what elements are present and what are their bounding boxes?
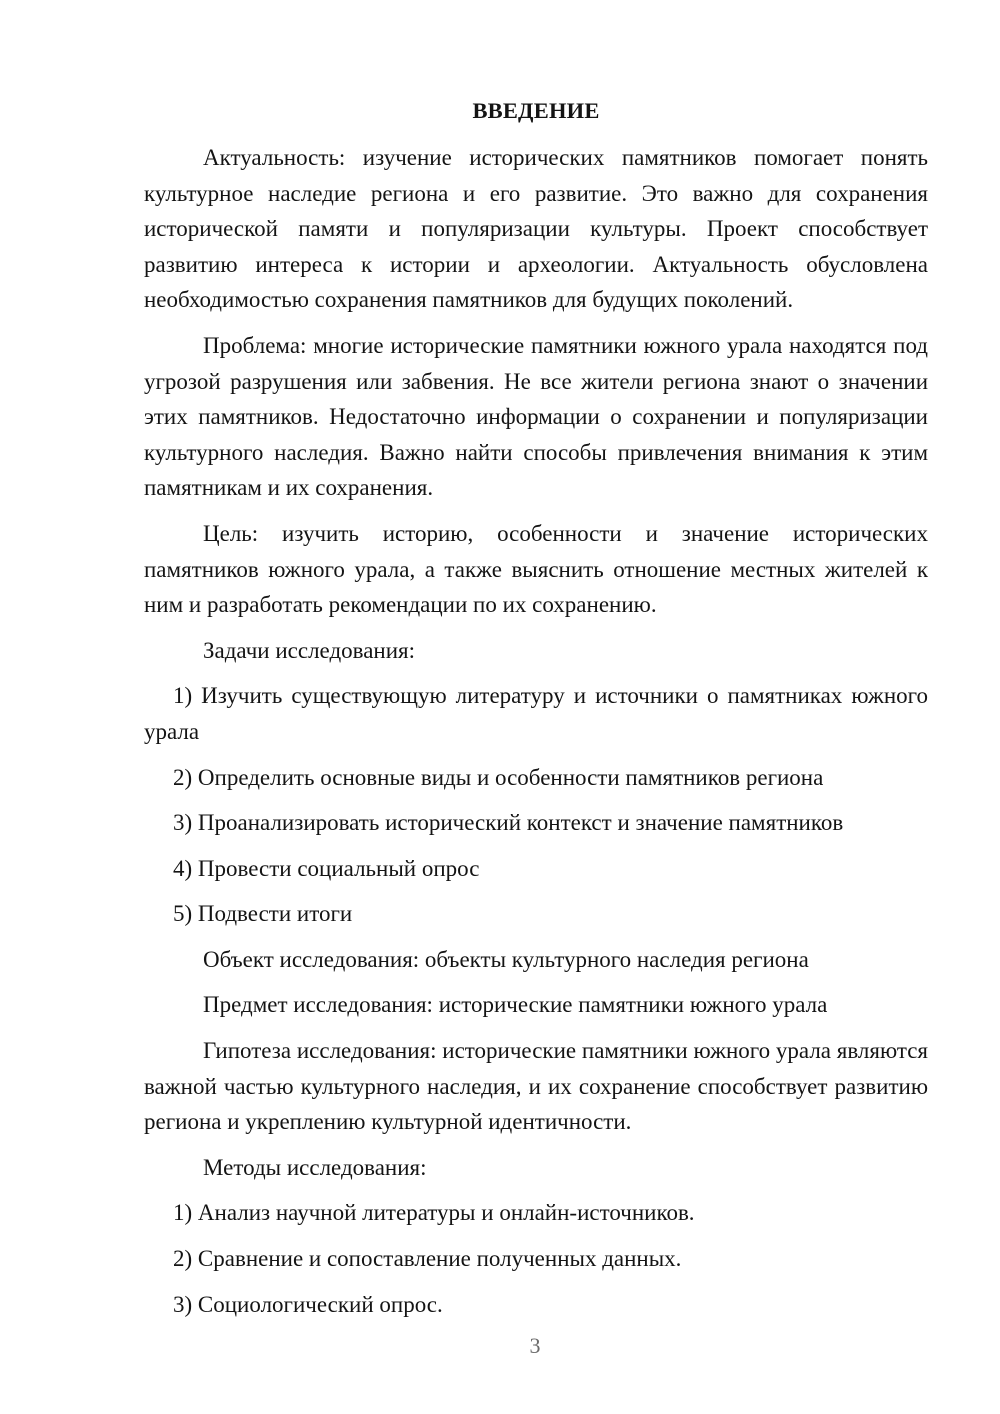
- page-number: 3: [529, 1333, 541, 1358]
- problem-paragraph: Проблема: многие исторические памятники южного урала находятся под угрозой разрушения или забвения. Не все жители региона знают о значении этих памятников. Недостаточно информации о сохранении и популяризации культурного наследия. Важно найти способы привлечения внимания к этим памятникам и их сохранения.: [144, 332, 928, 501]
- method-item: 1) Анализ научной литературы и онлайн-источников.: [173, 1200, 695, 1226]
- method-item: 3) Социологический опрос.: [173, 1291, 443, 1317]
- tasks-list: [144, 678, 928, 932]
- task-item: 2) Определить основные виды и особенности памятников региона: [173, 764, 824, 790]
- tasks-heading: Задачи исследования:: [203, 637, 416, 663]
- hypothesis-paragraph: Гипотеза исследования: исторические памятники южного урала являются важной частью культурного наследия, и их сохранение способствует развитию региона и укреплению культурной идентичности.: [144, 1038, 928, 1135]
- page-title: ВВЕДЕНИЕ: [472, 98, 600, 123]
- task-item: 4) Провести социальный опрос: [173, 855, 480, 881]
- method-item: 2) Сравнение и сопоставление полученных данных.: [173, 1246, 682, 1272]
- task-item: 1) Изучить существующую литературу и источники о памятниках южного урала: [144, 683, 928, 744]
- methods-heading: Методы исследования:: [203, 1154, 427, 1180]
- research-object: Объект исследования: объекты культурного наследия региона: [203, 946, 809, 972]
- goal-paragraph: Цель: изучить историю, особенности и значение исторических памятников южного урала, а также выяснить отношение местных жителей к ним и разработать рекомендации по их сохранению.: [144, 520, 928, 618]
- research-subject: Предмет исследования: исторические памятники южного урала: [203, 992, 828, 1018]
- methods-list: [144, 1195, 928, 1322]
- task-item: 3) Проанализировать исторический контекст и значение памятников: [173, 810, 844, 836]
- document-body: [144, 96, 928, 1332]
- relevance-paragraph: Актуальность: изучение исторических памятников помогает понять культурное наследие региона и его развитие. Это важно для сохранения исторической памяти и популяризации культуры. Проект способствует развитию интереса к истории и археологии. Актуальность обусловлена необходимостью сохранения памятников для будущих поколений.: [144, 145, 928, 313]
- task-item: 5) Подвести итоги: [173, 901, 353, 927]
